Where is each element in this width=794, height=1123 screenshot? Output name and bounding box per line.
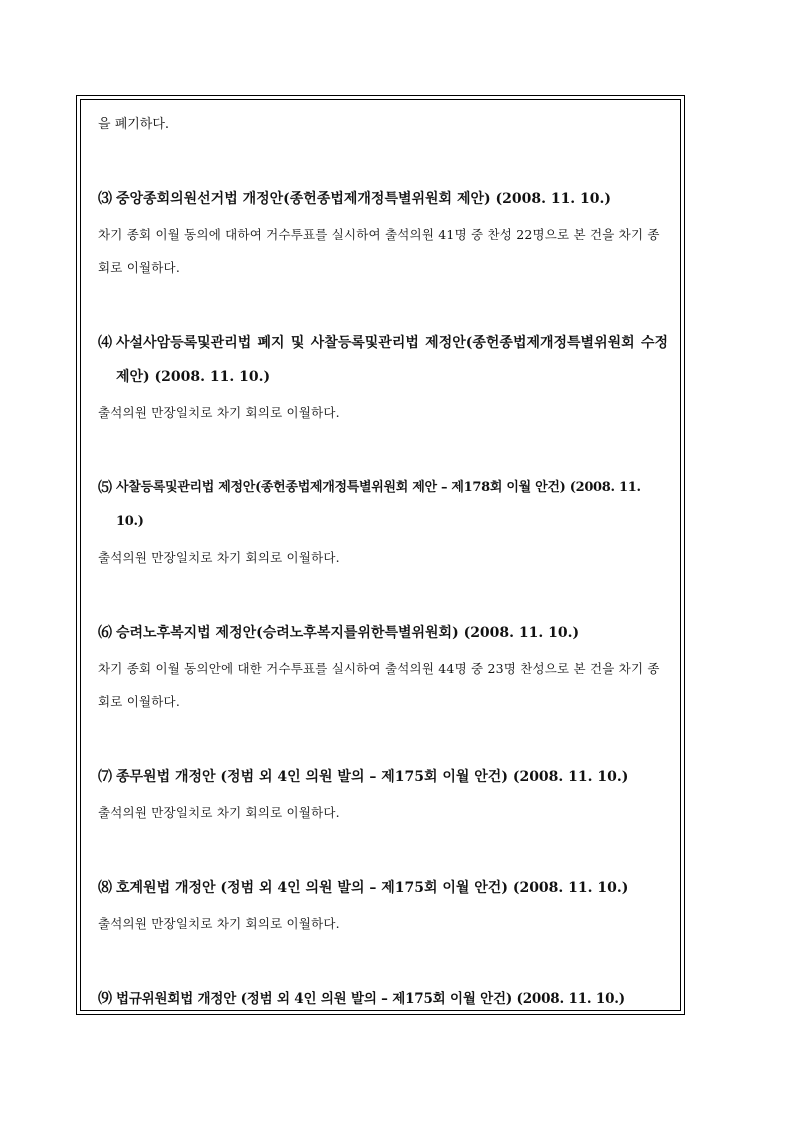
section-3 <box>98 182 668 284</box>
section-9 <box>98 982 668 1016</box>
section-title: 호계원법 개정안 (정범 외 4인 의원 발의 – 제175회 이월 안건) (2008. 11. 10.) <box>116 880 629 896</box>
section-title: 사설사암등록및관리법 폐지 및 사찰등록및관리법 제정안(종헌종법제개정특별위원회 수정 제안) (2008. 11. 10.) <box>116 335 668 385</box>
intro-text: 을 폐기하다. <box>98 117 170 132</box>
section-heading <box>98 471 668 539</box>
section-number: ⑹ <box>98 625 112 641</box>
section-body: 출석의원 만장일치로 차기 회의로 이월하다. <box>98 805 340 820</box>
section-body: 차기 종회 이월 동의에 대하여 거수투표를 실시하여 출석의원 41명 중 찬성 22명으로 본 건을 차기 종회로 이월하다. <box>98 227 660 275</box>
section-number: ⑶ <box>98 191 112 207</box>
section-heading <box>98 616 668 650</box>
section-title: 종무원법 개정안 (정범 외 4인 의원 발의 – 제175회 이월 안건) (2008. 11. 10.) <box>116 769 629 785</box>
section-title: 승려노후복지법 제정안(승려노후복지를위한특별위원회) (2008. 11. 10.) <box>116 625 580 641</box>
section-body: 출석의원 만장일치로 차기 회의로 이월하다. <box>98 550 340 565</box>
section-number: ⑷ <box>98 335 112 351</box>
section-title: 사찰등록및관리법 제정안(종헌종법제개정특별위원회 제안 – 제178회 이월 안건) (2008. 11. 10.) <box>116 480 641 529</box>
section-6 <box>98 616 668 718</box>
document-body <box>98 113 668 1058</box>
section-heading <box>98 871 668 905</box>
section-body: 출석의원 만장일치로 차기 회의로 이월하다. <box>98 405 340 420</box>
section-body: 출석의원 만장일치로 차기 회의로 이월하다. <box>98 916 340 931</box>
section-heading <box>98 182 668 216</box>
section-8 <box>98 871 668 940</box>
section-7 <box>98 760 668 829</box>
section-heading <box>98 982 668 1016</box>
section-heading <box>98 326 668 394</box>
section-body: 차기 종회 이월 동의안에 대한 거수투표를 실시하여 출석의원 44명 중 23명 찬성으로 본 건을 차기 종회로 이월하다. <box>98 661 660 709</box>
section-number: ⑺ <box>98 769 112 785</box>
section-title: 법규위원회법 개정안 (정범 외 4인 의원 발의 – 제175회 이월 안건) (2008. 11. 10.) <box>116 991 625 1007</box>
section-title: 중앙종회의원선거법 개정안(종헌종법제개정특별위원회 제안) (2008. 11. 10.) <box>116 191 612 207</box>
section-number: ⑻ <box>98 880 112 896</box>
section-heading <box>98 760 668 794</box>
section-number: ⑸ <box>98 480 112 496</box>
section-4 <box>98 326 668 429</box>
section-5 <box>98 471 668 574</box>
section-number: ⑼ <box>98 991 112 1007</box>
